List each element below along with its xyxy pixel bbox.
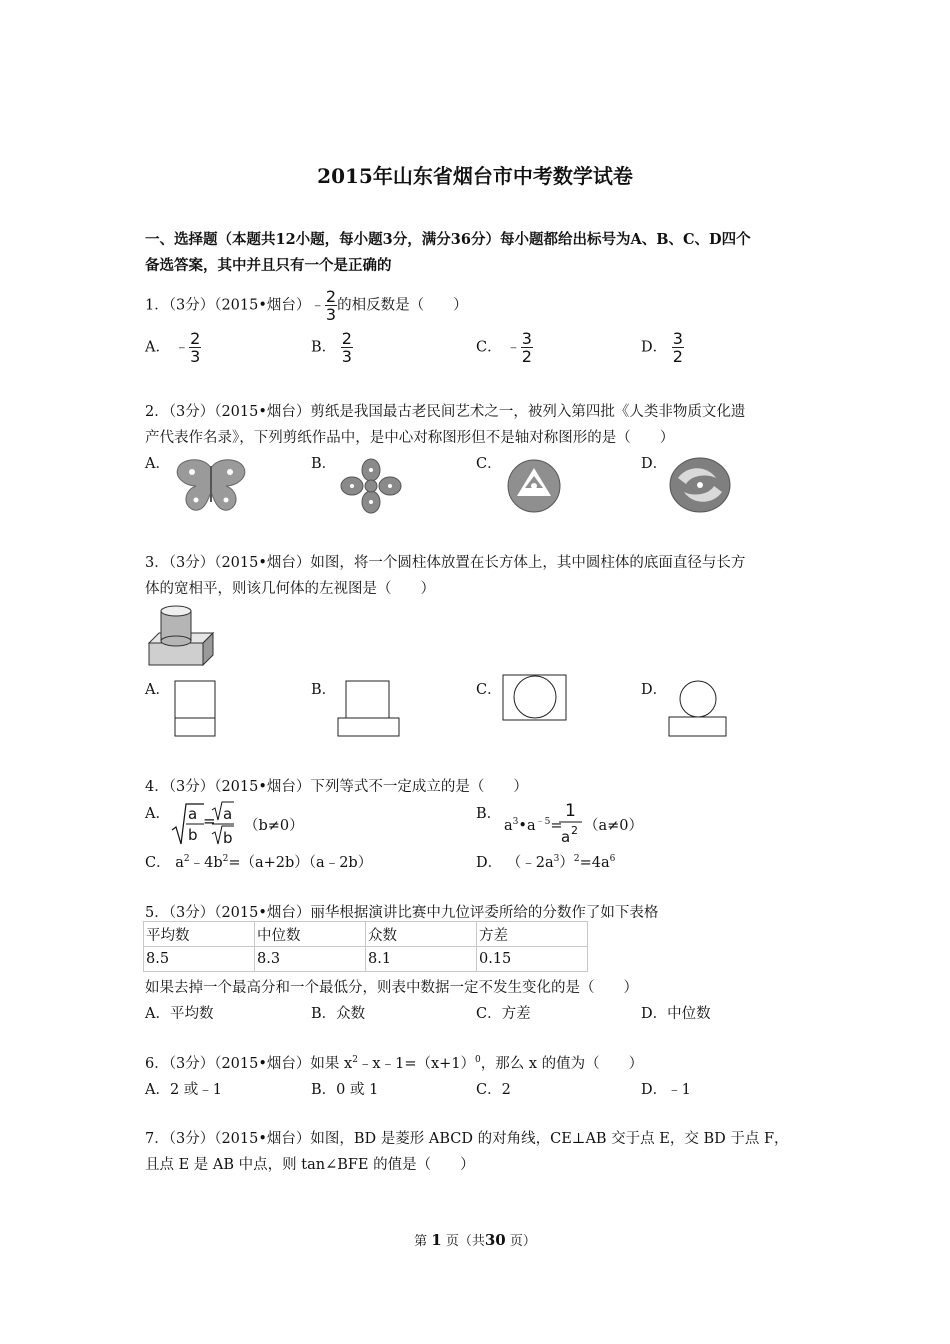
page-footer: 第 1 页（共30 页） — [414, 1231, 536, 1249]
q5-option-c[interactable]: C．方差 — [476, 1006, 531, 1022]
table-cell: 8.5 — [144, 947, 255, 972]
page-title: 2015年山东省烟台市中考数学试卷 — [317, 164, 633, 188]
score-statistics-table — [143, 921, 588, 972]
q2-stem-line2: 产代表作名录》，下列剪纸作品中，是中心对称图形但不是轴对称图形的是（ ） — [145, 430, 675, 446]
q7-stem-line2: 且点 E 是 AB 中点，则 tan∠BFE 的值是（ ） — [145, 1157, 475, 1173]
q2-option-a-label[interactable]: A． — [145, 456, 170, 472]
q3-stem-line1: 3．（3分）（2015•烟台）如图，将一个圆柱体放置在长方体上，其中圆柱体的底面直径与长方 — [145, 555, 746, 571]
q1-option-a[interactable]: A． ﹣ $\frac{2}{3}$ — [145, 329, 201, 366]
q1-stem: 1．（3分）（2015•烟台）﹣ $\frac{2}{3}$ 的相反数是（ ） — [145, 287, 468, 324]
q4-option-b-formula: $a^3•a^{﹣5}=$ — [504, 817, 563, 834]
table-cell: 8.1 — [366, 947, 477, 972]
q3-view-b — [337, 680, 401, 738]
q6-stem: 6．（3分）（2015•烟台）如果 $x^2﹣x﹣1=(x+1)^0$，那么 x 的值为（ ） — [145, 1055, 644, 1072]
q3-stem-line2: 体的宽相平，则该几何体的左视图是（ ） — [145, 581, 435, 597]
q4-option-a-condition: （b≠0） — [244, 818, 304, 834]
section-heading-line2: 备选答案，其中并且只有一个是正确的 — [145, 257, 392, 274]
q5-question: 如果去掉一个最高分和一个最低分，则表中数据一定不发生变化的是（ ） — [145, 980, 638, 996]
table-row — [144, 947, 588, 972]
section-heading-line1: 一、选择题（本题共12小题，每小题3分，满分36分）每小题都给出标号为A、B、C、D四个 — [145, 231, 751, 248]
q6-option-c[interactable]: C．2 — [476, 1082, 511, 1098]
cylinder-on-cuboid-figure — [143, 603, 215, 667]
svg-text:=: = — [203, 812, 216, 830]
svg-text:a: a — [561, 828, 571, 846]
q5-option-b[interactable]: B．众数 — [311, 1006, 366, 1022]
q3-option-c-label[interactable]: C． — [476, 682, 502, 698]
q3-option-a-label[interactable]: A． — [145, 682, 170, 698]
q3-option-d-label[interactable]: D． — [641, 682, 668, 698]
q2-option-d-label[interactable]: D． — [641, 456, 668, 472]
q6-option-a[interactable]: A．2 或﹣1 — [145, 1082, 223, 1098]
table-header-cell: 众数 — [366, 922, 477, 947]
svg-text:b: b — [188, 826, 198, 844]
svg-text:a: a — [188, 805, 198, 823]
four-leaf-papercut-image — [340, 458, 402, 514]
q1-fraction: $\frac{2}{3}$ — [325, 287, 337, 324]
q2-option-b-label[interactable]: B． — [311, 456, 337, 472]
table-cell: 8.3 — [255, 947, 366, 972]
q5-option-d[interactable]: D．中位数 — [641, 1006, 711, 1022]
q3-view-a — [174, 680, 216, 738]
svg-text:a: a — [223, 805, 233, 823]
table-header-row — [144, 922, 588, 947]
table-cell: 0.15 — [477, 947, 588, 972]
q7-stem-line1: 7．（3分）（2015•烟台）如图，BD 是菱形 ABCD 的对角线，CE⊥AB 交于点 E，交 BD 于点 F， — [145, 1131, 789, 1147]
butterfly-papercut-image — [174, 456, 248, 514]
q4-option-a-label[interactable]: A． — [145, 806, 170, 822]
q3-option-b-label[interactable]: B． — [311, 682, 337, 698]
q4-option-b-condition: （a≠0） — [584, 818, 644, 834]
q2-stem-line1: 2．（3分）（2015•烟台）剪纸是我国最古老民间艺术之一，被列入第四批《人类非物质文化遗 — [145, 404, 746, 420]
q4-option-a-formula — [168, 800, 240, 848]
q5-option-a[interactable]: A．平均数 — [145, 1006, 214, 1022]
q2-option-c-label[interactable]: C． — [476, 456, 502, 472]
q6-option-b[interactable]: B．0 或 1 — [311, 1082, 379, 1098]
swirl-papercut-image — [668, 456, 732, 514]
q4-option-d[interactable]: D． $(﹣2a^3)^2=4a^6$ — [476, 854, 616, 871]
table-header-cell: 平均数 — [144, 922, 255, 947]
q4-option-b-label[interactable]: B． — [476, 806, 502, 822]
q3-view-c — [502, 674, 568, 722]
fish-triangle-papercut-image — [503, 458, 565, 514]
q4-option-b-fraction — [558, 798, 584, 846]
q1-option-d[interactable]: D． $\frac{3}{2}$ — [641, 329, 683, 366]
table-header-cell: 中位数 — [255, 922, 366, 947]
q1-option-c[interactable]: C． ﹣ $\frac{3}{2}$ — [476, 329, 532, 366]
svg-text:2: 2 — [571, 824, 578, 837]
table-header-cell: 方差 — [477, 922, 588, 947]
q4-option-c[interactable]: C． $a^2﹣4b^2=(a+2b)(a﹣2b)$ — [145, 854, 373, 871]
svg-text:1: 1 — [565, 801, 576, 821]
svg-text:b: b — [223, 829, 233, 847]
q1-option-b[interactable]: B． $\frac{2}{3}$ — [311, 329, 352, 366]
q5-stem: 5．（3分）（2015•烟台）丽华根据演讲比赛中九位评委所给的分数作了如下表格 — [145, 905, 659, 921]
q3-view-d — [668, 680, 728, 738]
q6-option-d[interactable]: D．﹣1 — [641, 1082, 691, 1098]
q4-stem: 4．（3分）（2015•烟台）下列等式不一定成立的是（ ） — [145, 779, 528, 795]
